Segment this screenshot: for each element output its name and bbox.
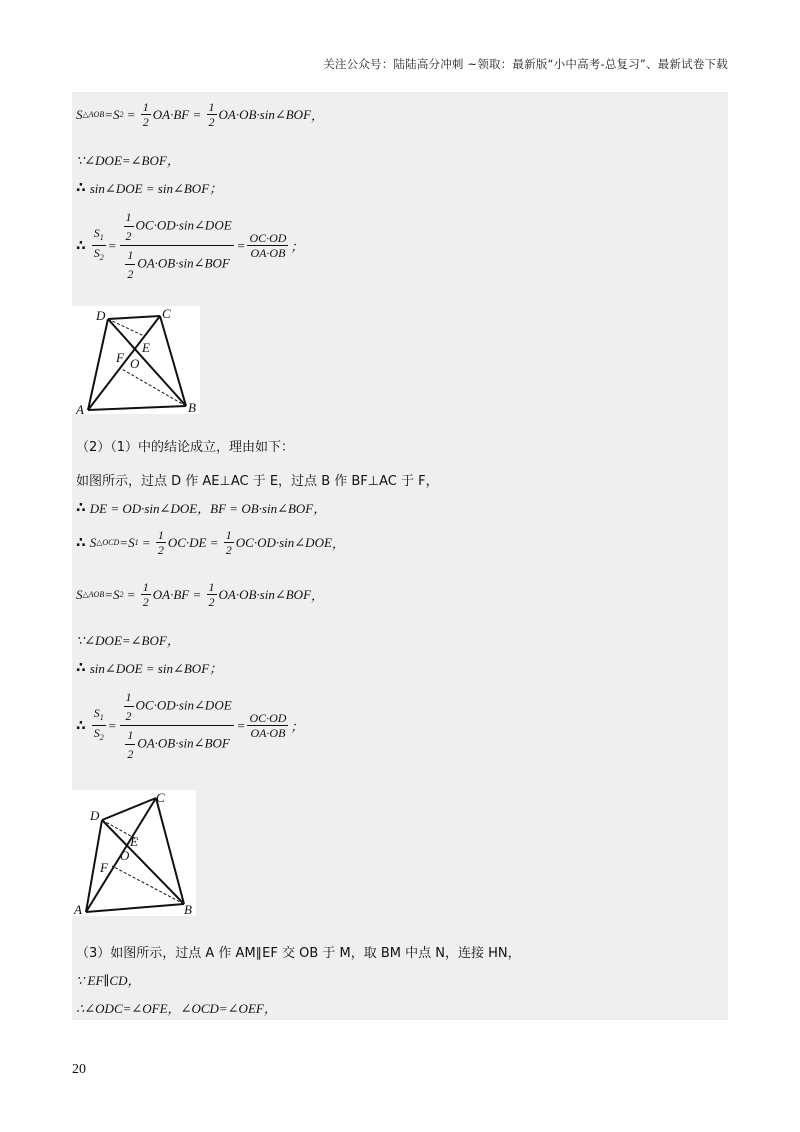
- page-number: 20: [72, 1062, 86, 1077]
- area-aob-formula-1: S △AOB =S 2 = $\frac{1}{2}$ OA·BF = $\frac{1}{2}$ OA·OB·sin∠BOF ，: [76, 100, 325, 129]
- svg-text:F: F: [116, 350, 124, 365]
- svg-text:D: D: [90, 808, 100, 823]
- ratio-formula-1: ∴ $\frac{S_1}{S_2}$ = $\frac{1}{2}$ OC·OD·sin∠DOE $\frac{1}{2}$ OA·OB·sin∠BOF = $\frac{OC\cdot OD}{OA\cdot OB}$ ；: [76, 210, 304, 281]
- part2-heading: （2）（1）中的结论成立，理由如下：: [76, 440, 295, 455]
- sine-equal-1: ∴ sin∠DOE = sin∠BOF；: [76, 179, 223, 196]
- de-bf-formula: ∴ DE = OD·sin∠DOE，BF = OB·sin∠BOF，: [76, 499, 327, 516]
- solution-content: [72, 92, 728, 1020]
- svg-text:O: O: [120, 848, 130, 863]
- page-header: 关注公众号：陆陆高分冲刺 ~领取：最新版“小中高考-总复习”、最新试卷下载: [323, 57, 728, 71]
- svg-text:E: E: [142, 340, 150, 355]
- angle-equal-2: ∵∠DOE=∠BOF，: [76, 633, 180, 648]
- part3-construction: （3）如图所示，过点 A 作 AM∥EF 交 OB 于 M，取 BM 中点 N，连接 HN，: [76, 946, 521, 961]
- angle-equal-3: ∴∠ODC=∠OFE，∠OCD=∠OEF，: [76, 1001, 277, 1016]
- parallel-statement: ∵ EF∥CD，: [76, 973, 141, 988]
- area-ocd-formula: ∴ S △OCD =S 1 = $\frac{1}{2}$ OC·DE = $\frac{1}{2}$ OC·OD·sin∠DOE ，: [76, 528, 345, 557]
- sine-equal-2: ∴ sin∠DOE = sin∠BOF；: [76, 659, 223, 676]
- svg-text:C: C: [156, 790, 165, 805]
- figure-quadrilateral-2: [72, 790, 196, 916]
- svg-text:C: C: [162, 306, 171, 321]
- svg-text:A: A: [74, 902, 82, 916]
- part2-construction: 如图所示，过点 D 作 AE⊥AC 于 E，过点 B 作 BF⊥AC 于 F，: [76, 474, 439, 489]
- svg-text:E: E: [130, 834, 138, 849]
- svg-text:B: B: [188, 400, 196, 414]
- svg-text:A: A: [76, 402, 84, 414]
- angle-equal-1: ∵∠DOE=∠BOF，: [76, 153, 180, 168]
- svg-text:F: F: [100, 860, 108, 875]
- svg-text:D: D: [96, 308, 106, 323]
- area-aob-formula-2: S △AOB =S 2 = $\frac{1}{2}$ OA·BF = $\frac{1}{2}$ OA·OB·sin∠BOF ，: [76, 580, 325, 609]
- figure-quadrilateral-1: [72, 306, 200, 414]
- ratio-formula-2: ∴ $\frac{S_1}{S_2}$ = $\frac{1}{2}$ OC·OD·sin∠DOE $\frac{1}{2}$ OA·OB·sin∠BOF = $\frac{OC\cdot OD}{OA\cdot OB}$ ；: [76, 690, 304, 761]
- svg-text:B: B: [184, 902, 192, 916]
- svg-text:O: O: [130, 356, 140, 371]
